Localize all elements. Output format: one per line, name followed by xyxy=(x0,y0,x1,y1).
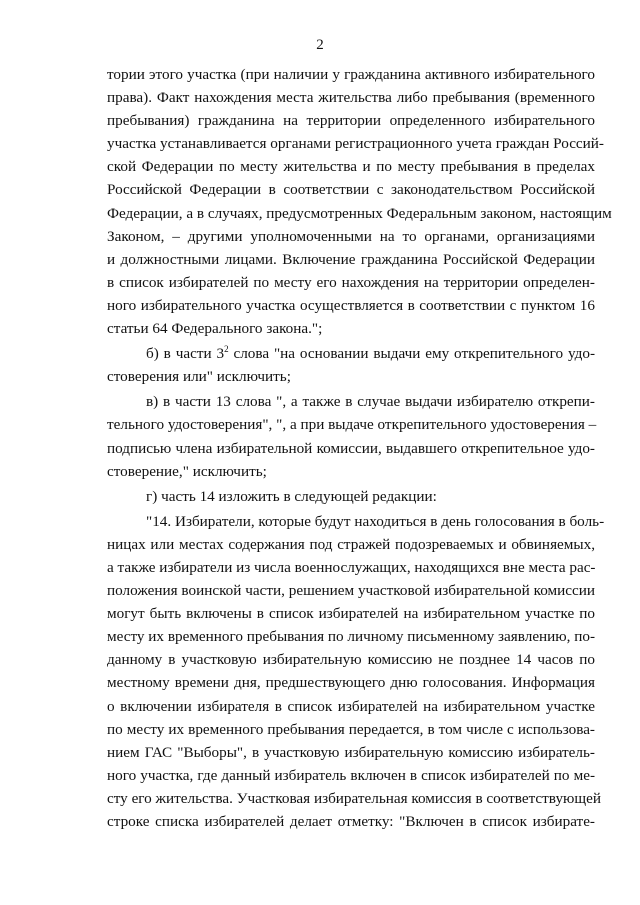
text-line: г) часть 14 изложить в следующей редакции: xyxy=(146,487,437,505)
text-line: данному в участковую избирательную комиссию не позднее 14 часов по xyxy=(107,651,595,669)
text-line: пребывания) гражданина на территории определенного избирательного xyxy=(107,112,595,130)
text-line: ской Федерации по месту жительства и по месту пребывания в пределах xyxy=(107,158,595,176)
text-line: положения воинской части, решением участковой избирательной комиссии xyxy=(107,582,595,600)
text-line: строке списка избирателей делает отметку: "Включен в список избирате- xyxy=(107,813,595,830)
text-line: Российской Федерации в соответствии с законодательством Российской xyxy=(107,181,595,199)
text-line: тории этого участка (при наличии у гражданина активного избирательного xyxy=(107,66,595,83)
text-line xyxy=(107,342,595,365)
text-line: участка устанавливается органами регистрационного учета граждан Россий- xyxy=(107,135,604,153)
text-line: Законом, – другими уполномоченными на то органами, организациями xyxy=(107,227,595,245)
text-line: о включении избирателя в список избирателей на избирательном участке xyxy=(107,697,595,715)
text-line: в список избирателей по месту его нахождения на территории определен- xyxy=(107,273,595,291)
text-line: стоверение," исключить; xyxy=(107,462,267,480)
page-number: 2 xyxy=(316,37,324,53)
text-line: сту его жительства. Участковая избирательная комиссия в соответствующей xyxy=(107,789,601,807)
text-line: по месту их временного пребывания передается, в том числе с использова- xyxy=(107,720,595,738)
text-line: Федерации, а в случаях, предусмотренных Федеральным законом, настоящим xyxy=(107,204,612,222)
text-segment: б) в части 3 xyxy=(146,345,225,363)
text-line: тельного удостоверения", ", а при выдаче открепительного удостоверения – xyxy=(107,416,597,434)
text-line: ницах или местах содержания под стражей подозреваемых и обвиняемых, xyxy=(107,535,595,553)
text-line: "14. Избиратели, которые будут находиться в день голосования в боль- xyxy=(146,512,605,530)
text-line: стоверения или" исключить; xyxy=(107,368,291,386)
text-line: подписью члена избирательной комиссии, выдавшего открепительное удо- xyxy=(107,439,595,457)
text-line: местному времени дня, предшествующего дню голосования. Информация xyxy=(107,674,595,692)
text-line: нием ГАС "Выборы", в участковую избирательную комиссию избиратель- xyxy=(107,743,595,761)
text-line: права). Факт нахождения места жительства либо пребывания (временного xyxy=(107,89,595,107)
body-text xyxy=(107,63,612,833)
superscript: 2 xyxy=(224,344,229,355)
text-line: статьи 64 Федерального закона."; xyxy=(107,320,323,338)
text-line: могут быть включены в список избирателей на избирательном участке по xyxy=(107,605,595,623)
text-line: и должностными лицами. Включение гражданина Российской Федерации xyxy=(107,250,595,268)
text-line: в) в части 13 слова ", а также в случае выдачи избирателю открепи- xyxy=(146,393,595,411)
text-line: ного избирательного участка осуществляется в соответствии с пунктом 16 xyxy=(107,296,595,314)
text-segment: слова "на основании выдачи ему открепительного удо- xyxy=(228,345,596,363)
text-line: ного участка, где данный избиратель включен в список избирателей по ме- xyxy=(107,766,595,784)
text-line: месту их временного пребывания по личному письменному заявлению, по- xyxy=(107,628,596,646)
text-line: а также избиратели из числа военнослужащих, находящихся вне места рас- xyxy=(107,558,596,576)
